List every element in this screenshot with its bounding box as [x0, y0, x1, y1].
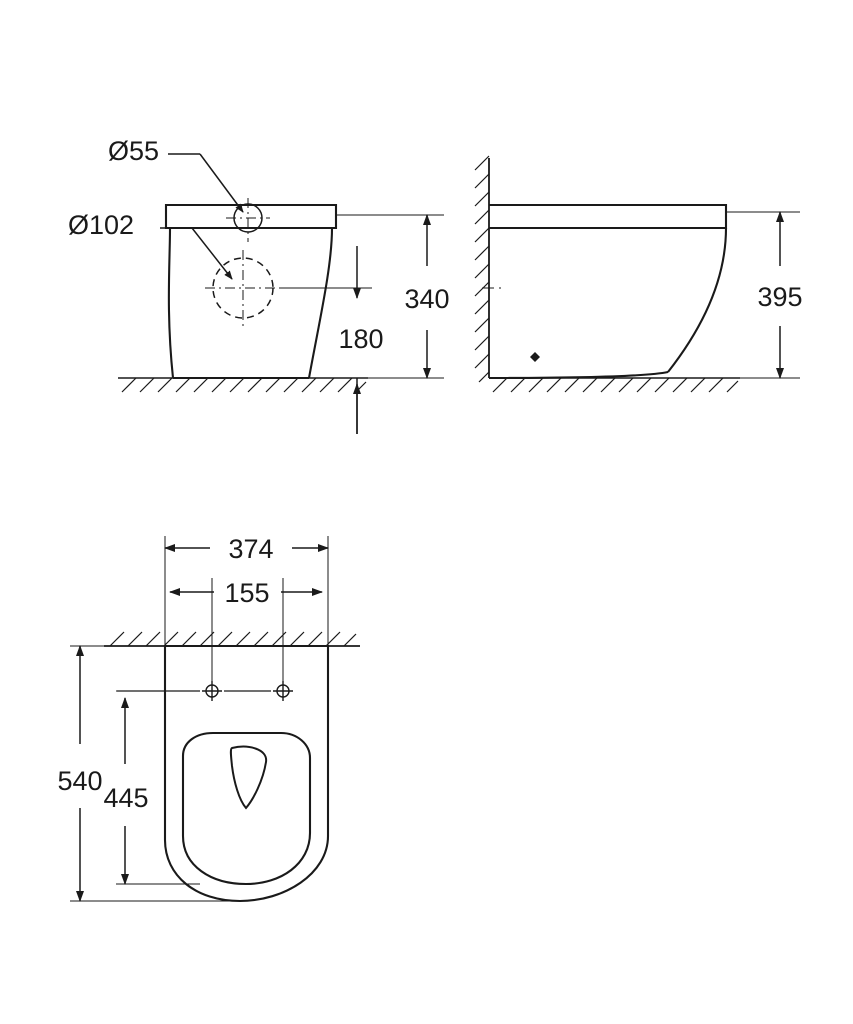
label-374: 374	[228, 534, 274, 564]
side-view-detail-mark	[530, 352, 540, 362]
top-view	[57, 534, 360, 901]
label-340: 340	[404, 284, 450, 314]
top-view-wall-hatch	[110, 632, 356, 646]
label-d102: Ø102	[68, 210, 135, 240]
leader-d55	[168, 154, 243, 212]
top-view-outer-outline	[165, 646, 328, 901]
front-view	[68, 136, 450, 434]
label-395: 395	[757, 282, 803, 312]
label-d55: Ø55	[108, 136, 160, 166]
top-view-water-spot	[231, 747, 266, 808]
label-445: 445	[103, 783, 149, 813]
side-view	[475, 156, 803, 392]
side-view-wall-hatch	[475, 156, 489, 382]
side-view-body-outline	[489, 205, 726, 378]
side-view-floor-hatch	[493, 378, 738, 392]
outlet-hole-102-centerlines	[205, 250, 281, 326]
label-180: 180	[338, 324, 384, 354]
label-540: 540	[57, 766, 103, 796]
label-155: 155	[224, 578, 270, 608]
front-view-floor-hatch	[122, 378, 366, 392]
